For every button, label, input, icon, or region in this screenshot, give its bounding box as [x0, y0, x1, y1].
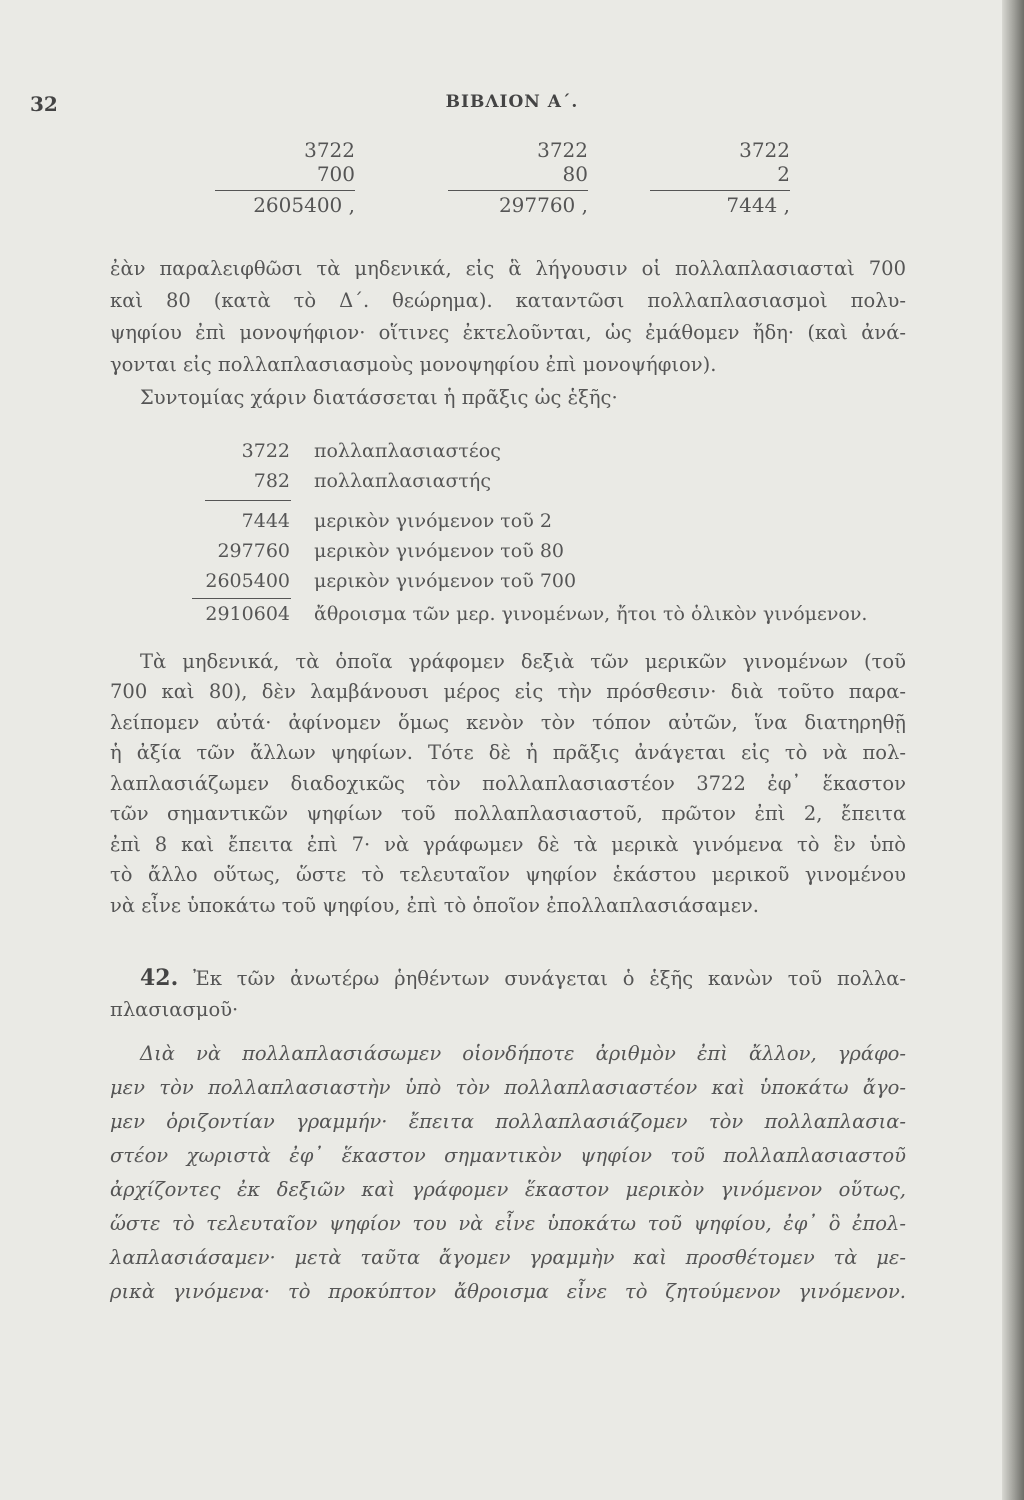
- number: 297760: [217, 540, 290, 562]
- text-line: ἐὰν παραλειφθῶσι τὰ μηδενικά, εἰς ἃ λήγουσιν οἱ πολλαπλασιασταὶ 700: [110, 257, 906, 280]
- table-row: [200, 440, 501, 462]
- table-row: [200, 603, 867, 625]
- product: 2605400 ,: [215, 190, 355, 217]
- text-line: νὰ εἶνε ὑποκάτω τοῦ ψηφίου, ἐπὶ τὸ ὁποῖον ἐπολλαπλασιάσαμεν.: [110, 894, 759, 917]
- rule-line: ρικὰ γινόμενα· τὸ προκύπτον ἄθροισμα εἶνε τὸ ζητούμενον γινόμενον.: [110, 1280, 906, 1303]
- text-line: λαπλασιάζωμεν διαδοχικῶς τὸν πολλαπλασιαστέον 3722 ἐφ᾽ ἕκαστον: [110, 772, 906, 795]
- rule-line: μεν τὸν πολλαπλασιαστὴν ὑπὸ τὸν πολλαπλασιαστέον καὶ ὑποκάτω ἄγο-: [110, 1076, 906, 1099]
- product: 297760 ,: [448, 190, 588, 217]
- multiplier: 2: [777, 162, 790, 186]
- number: 2605400: [205, 570, 290, 592]
- text-line: τὸ ἄλλο οὕτως, ὥστε τὸ τελευταῖον ψηφίον ἑκάστου μερικοῦ γινομένου: [110, 863, 906, 886]
- number: 2910604: [205, 603, 290, 625]
- multiplicand: 3722: [304, 138, 355, 162]
- text-line: καὶ 80 (κατὰ τὸ Δ΄. θεώρημα). καταντῶσι πολλαπλασιασμοὶ πολυ-: [110, 289, 906, 312]
- running-header: ΒΙΒΛΙΟΝ Α΄.: [445, 92, 579, 112]
- multiplication-700: [215, 138, 355, 217]
- multiplicand: 3722: [739, 138, 790, 162]
- label: μερικὸν γινόμενον τοῦ 2: [314, 510, 552, 532]
- book-binding-edge: [1002, 0, 1024, 1500]
- multiplicand: 3722: [537, 138, 588, 162]
- label: μερικὸν γινόμενον τοῦ 80: [314, 540, 564, 562]
- multiplier: 80: [562, 162, 588, 186]
- text-line: ἡ ἀξία τῶν ἄλλων ψηφίων. Τότε δὲ ἡ πρᾶξις ἀνάγεται εἰς τὸ νὰ πολ-: [110, 741, 906, 764]
- rule-line: στέον χωριστὰ ἐφ᾽ ἕκαστον σημαντικὸν ψηφίον τοῦ πολλαπλασιαστοῦ: [110, 1144, 906, 1167]
- text-line: 700 καὶ 80), δὲν λαμβάνουσι μέρος εἰς τὴν πρόσθεσιν· διὰ τοῦτο παρα-: [110, 680, 906, 703]
- sum-rule: [205, 500, 291, 501]
- table-row: [200, 540, 564, 562]
- text-line: τῶν σημαντικῶν ψηφίων τοῦ πολλαπλασιαστοῦ, πρῶτον ἐπὶ 2, ἔπειτα: [110, 802, 906, 825]
- section-text: Ἐκ τῶν ἀνωτέρω ῥηθέντων συνάγεται ὁ ἑξῆς κανὼν τοῦ πολλα-: [193, 967, 906, 990]
- text-line: πλασιασμοῦ·: [110, 998, 239, 1021]
- section-heading-line: [140, 965, 906, 991]
- rule-line: μεν ὁριζοντίαν γραμμήν· ἔπειτα πολλαπλασιάζομεν τὸν πολλαπλασια-: [110, 1110, 906, 1133]
- label: μερικὸν γινόμενον τοῦ 700: [314, 570, 577, 592]
- multiplier: 700: [316, 162, 355, 186]
- table-row: [200, 570, 576, 592]
- label: πολλαπλασιαστής: [314, 470, 491, 492]
- label: πολλαπλασιαστέος: [314, 440, 501, 462]
- text-line: Συντομίας χάριν διατάσσεται ἡ πρᾶξις ὡς ἑξῆς·: [140, 386, 618, 409]
- text-line: λείπομεν αὐτά· ἀφίνομεν ὅμως κενὸν τὸν τόπον αὐτῶν, ἵνα διατηρηθῇ: [110, 711, 906, 734]
- section-number: 42.: [140, 965, 179, 991]
- rule-line: λαπλασιάσαμεν· μετὰ ταῦτα ἄγομεν γραμμὴν καὶ προσθέτομεν τὰ με-: [110, 1246, 906, 1269]
- text-line: γονται εἰς πολλαπλασιασμοὺς μονοψηφίου ἐπὶ μονοψήφιον).: [110, 353, 717, 376]
- rule-line: Διὰ νὰ πολλαπλασιάσωμεν οἱονδήποτε ἀριθμὸν ἐπὶ ἄλλον, γράφο-: [140, 1042, 906, 1065]
- number: 782: [253, 470, 290, 492]
- multiplication-80: [448, 138, 588, 217]
- number: 3722: [241, 440, 290, 462]
- rule-line: ἀρχίζοντες ἐκ δεξιῶν καὶ γράφομεν ἕκαστον μερικὸν γινόμενον οὕτως,: [110, 1178, 906, 1201]
- sum-rule: [192, 598, 291, 599]
- table-row: [200, 470, 491, 492]
- label: ἄθροισμα τῶν μερ. γινομένων, ἤτοι τὸ ὁλικὸν γινόμενον.: [314, 603, 868, 625]
- table-row: [200, 510, 552, 532]
- number: 7444: [241, 510, 290, 532]
- text-line: ψηφίου ἐπὶ μονοψήφιον· οἵτινες ἐκτελοῦνται, ὡς ἐμάθομεν ἤδη· (καὶ ἀνά-: [110, 321, 906, 344]
- text-line: ἐπὶ 8 καὶ ἔπειτα ἐπὶ 7· νὰ γράφωμεν δὲ τὰ μερικὰ γινόμενα τὸ ἓν ὑπὸ: [110, 833, 906, 856]
- page-number: 32: [30, 92, 58, 116]
- rule-line: ὥστε τὸ τελευταῖον ψηφίον του νὰ εἶνε ὑποκάτω τοῦ ψηφίου, ἐφ᾽ ὃ ἐπολ-: [110, 1212, 906, 1235]
- multiplication-2: [650, 138, 790, 217]
- product: 7444 ,: [650, 190, 790, 217]
- text-line: Τὰ μηδενικά, τὰ ὁποῖα γράφομεν δεξιὰ τῶν μερικῶν γινομένων (τοῦ: [140, 650, 906, 673]
